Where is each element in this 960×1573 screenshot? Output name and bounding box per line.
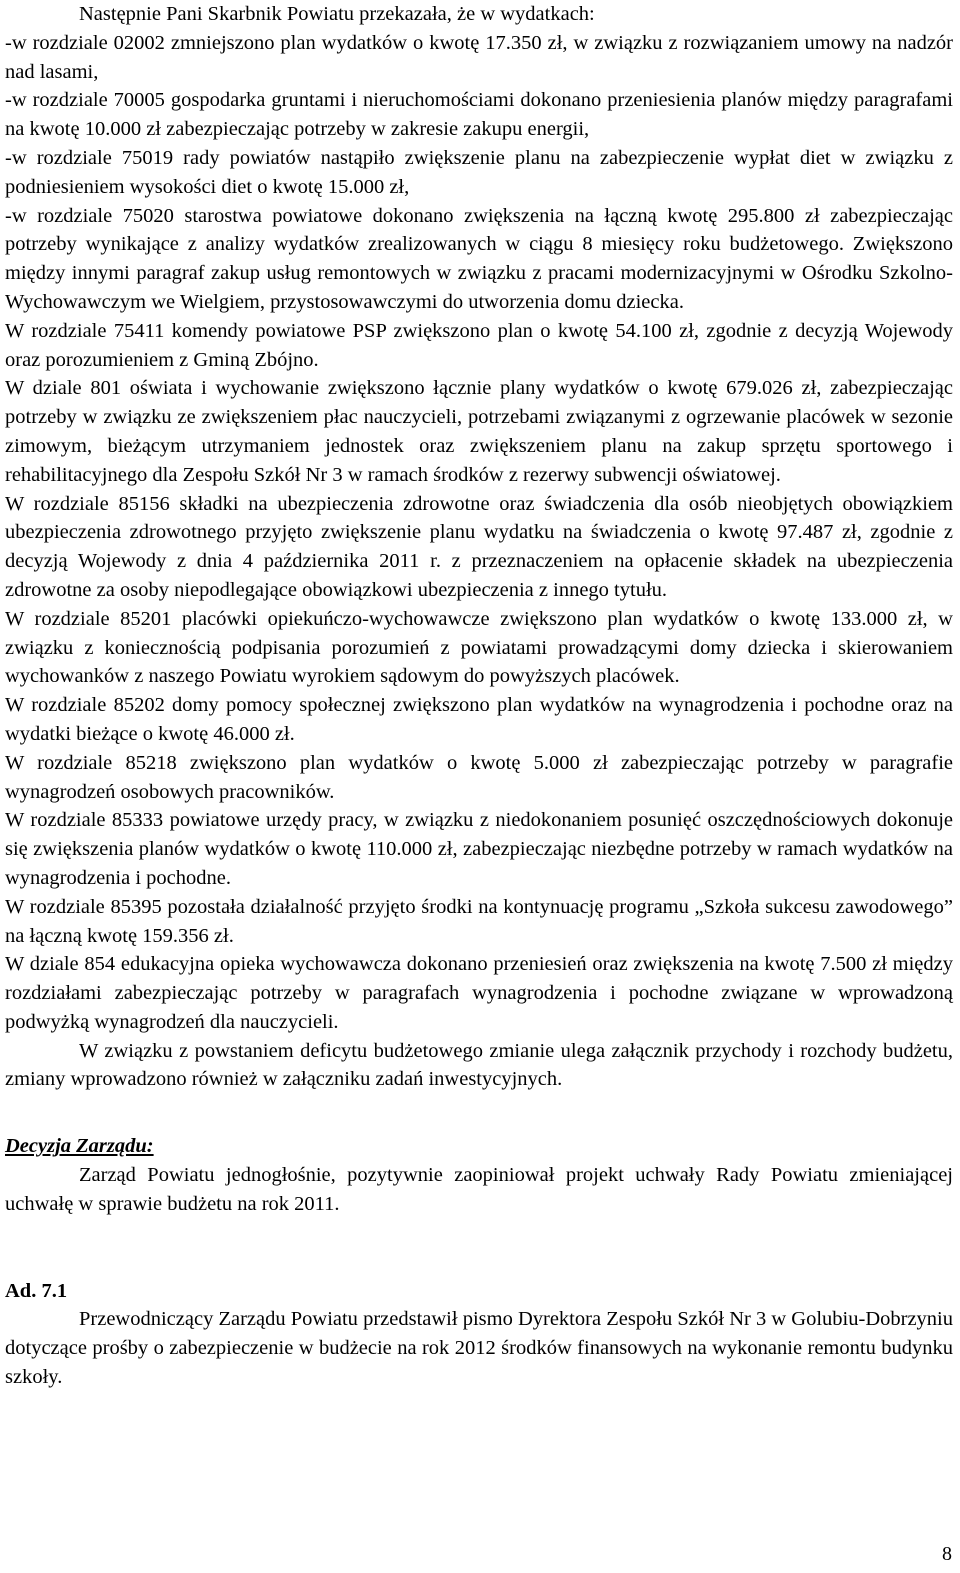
budget-item-85202: W rozdziale 85202 domy pomocy społecznej zwiększono plan wydatków na wynagrodzenia i pochodne oraz na wydatki bieżące o kwotę 46.000 zł. bbox=[5, 694, 953, 745]
budget-item-801: W dziale 801 oświata i wychowanie zwiększono łącznie plany wydatków o kwotę 679.026 zł, zabezpieczając potrzeby w związku ze zwiększeniem płac nauczycieli, potrzebami związanymi z ogrzewanie placówek w sezonie zimowym, bieżącym utrzymaniem jednostek oraz zwiększeniem planu na zakup sprzętu sportowego i rehabilitacyjnego dla Zespołu Szkół Nr 3 w ramach środków z rezerwy subwencji oświatowej. bbox=[5, 377, 953, 486]
spacer bbox=[5, 1094, 953, 1132]
deficit-paragraph: W związku z powstaniem deficytu budżetowego zmianie ulega załącznik przychody i rozchody budżetu, zmiany wprowadzono również w załączniku zadań inwestycyjnych. bbox=[5, 1039, 953, 1091]
budget-item-85156: W rozdziale 85156 składki na ubezpieczenia zdrowotne oraz świadczenia dla osób nieobjętych obowiązkiem ubezpieczenia zdrowotnego przyjęto zwiększenie planu wydatku na świadczenia o kwotę 97.487 zł, zgodnie z decyzją Wojewody z dnia 4 października 2011 r. z przeznaczeniem na opłacenie składek na ubezpieczenia zdrowotne za osoby niepodlegające obowiązkowi ubezpieczenia z innego tytułu. bbox=[5, 492, 953, 601]
budget-item-85333: W rozdziale 85333 powiatowe urzędy pracy, w związku z niedokonaniem posunięć oszczędnościowych dokonuje się zwiększenia planów wydatków o kwotę 110.000 zł, zabezpieczając niezbędne potrzeby w ramach wydatków na wynagrodzenia i pochodne. bbox=[5, 809, 953, 889]
agenda-item-heading: Ad. 7.1 bbox=[5, 1279, 68, 1302]
spacer bbox=[5, 1219, 953, 1277]
budget-item-02002: -w rozdziale 02002 zmniejszono plan wydatków o kwotę 17.350 zł, w związku z rozwiązaniem umowy na nadzór nad lasami, bbox=[5, 31, 953, 83]
budget-item-854: W dziale 854 edukacyjna opieka wychowawcza dokonano przeniesień oraz zwiększenia na kwotę 7.500 zł między rozdziałami zabezpieczając potrzeby w paragrafach wynagrodzenia i pochodne związane w wprowadzoną podwyżką wynagrodzeń dla nauczycieli. bbox=[5, 953, 953, 1033]
budget-item-85218: W rozdziale 85218 zwiększono plan wydatków o kwotę 5.000 zł zabezpieczając potrzeby w paragrafie wynagrodzeń osobowych pracowników. bbox=[5, 751, 953, 803]
intro-paragraph: Następnie Pani Skarbnik Powiatu przekazała, że w wydatkach: bbox=[79, 3, 595, 25]
decision-heading-text: Decyzja Zarządu: bbox=[5, 1135, 154, 1158]
agenda-item-text: Przewodniczący Zarządu Powiatu przedstawił pismo Dyrektora Zespołu Szkół Nr 3 w Golubiu-Dobrzyniu dotyczące prośby o zabezpieczenie w budżecie na rok 2012 środków finansowych na wykonanie remontu budynku szkoły. bbox=[5, 1308, 953, 1389]
budget-item-85395: W rozdziale 85395 pozostała działalność przyjęto środki na kontynuację programu „Szkoła sukcesu zawodowego” na łączną kwotę 159.356 zł. bbox=[5, 895, 953, 947]
document-page bbox=[5, 0, 953, 1392]
decision-heading bbox=[5, 1132, 953, 1161]
budget-item-75019: -w rozdziale 75019 rady powiatów nastąpiło zwiększenie planu na zabezpieczenie wypłat diet w związku z podniesieniem wysokości diet o kwotę 15.000 zł, bbox=[5, 146, 953, 198]
decision-text: Zarząd Powiatu jednogłośnie, pozytywnie zaopiniował projekt uchwały Rady Powiatu zmieniającej uchwałę w sprawie budżetu na rok 2011. bbox=[5, 1164, 953, 1215]
budget-item-75411: W rozdziale 75411 komendy powiatowe PSP zwiększono plan o kwotę 54.100 zł, zgodnie z decyzją Wojewody oraz porozumieniem z Gminą Zbójno. bbox=[5, 319, 953, 371]
page-number: 8 bbox=[942, 1543, 952, 1565]
budget-item-75020: -w rozdziale 75020 starostwa powiatowe dokonano zwiększenia na łączną kwotę 295.800 zł zabezpieczając potrzeby wynikające z analizy wydatków zrealizowanych w ciągu 8 miesięcy roku budżetowego. Zwiększono między innymi paragraf zakup usług remontowych w związku z pracami modernizacyjnymi w Ośrodku Szkolno-Wychowawczym we Wielgiem, przystosowawczymi do utworzenia domu dziecka. bbox=[5, 204, 953, 313]
budget-item-70005: -w rozdziale 70005 gospodarka gruntami i nieruchomościami dokonano przeniesienia planów między paragrafami na kwotę 10.000 zł zabezpieczając potrzeby w zakresie zakupu energii, bbox=[5, 89, 953, 141]
budget-item-85201: W rozdziale 85201 placówki opiekuńczo-wychowawcze zwiększono plan wydatków o kwotę 133.000 zł, w związku z koniecznością podpisania porozumień z powiatami prowadzącymi domy dziecka i skierowaniem wychowanków z naszego Powiatu wyrokiem sądowym do powyższych placówek. bbox=[5, 607, 953, 688]
